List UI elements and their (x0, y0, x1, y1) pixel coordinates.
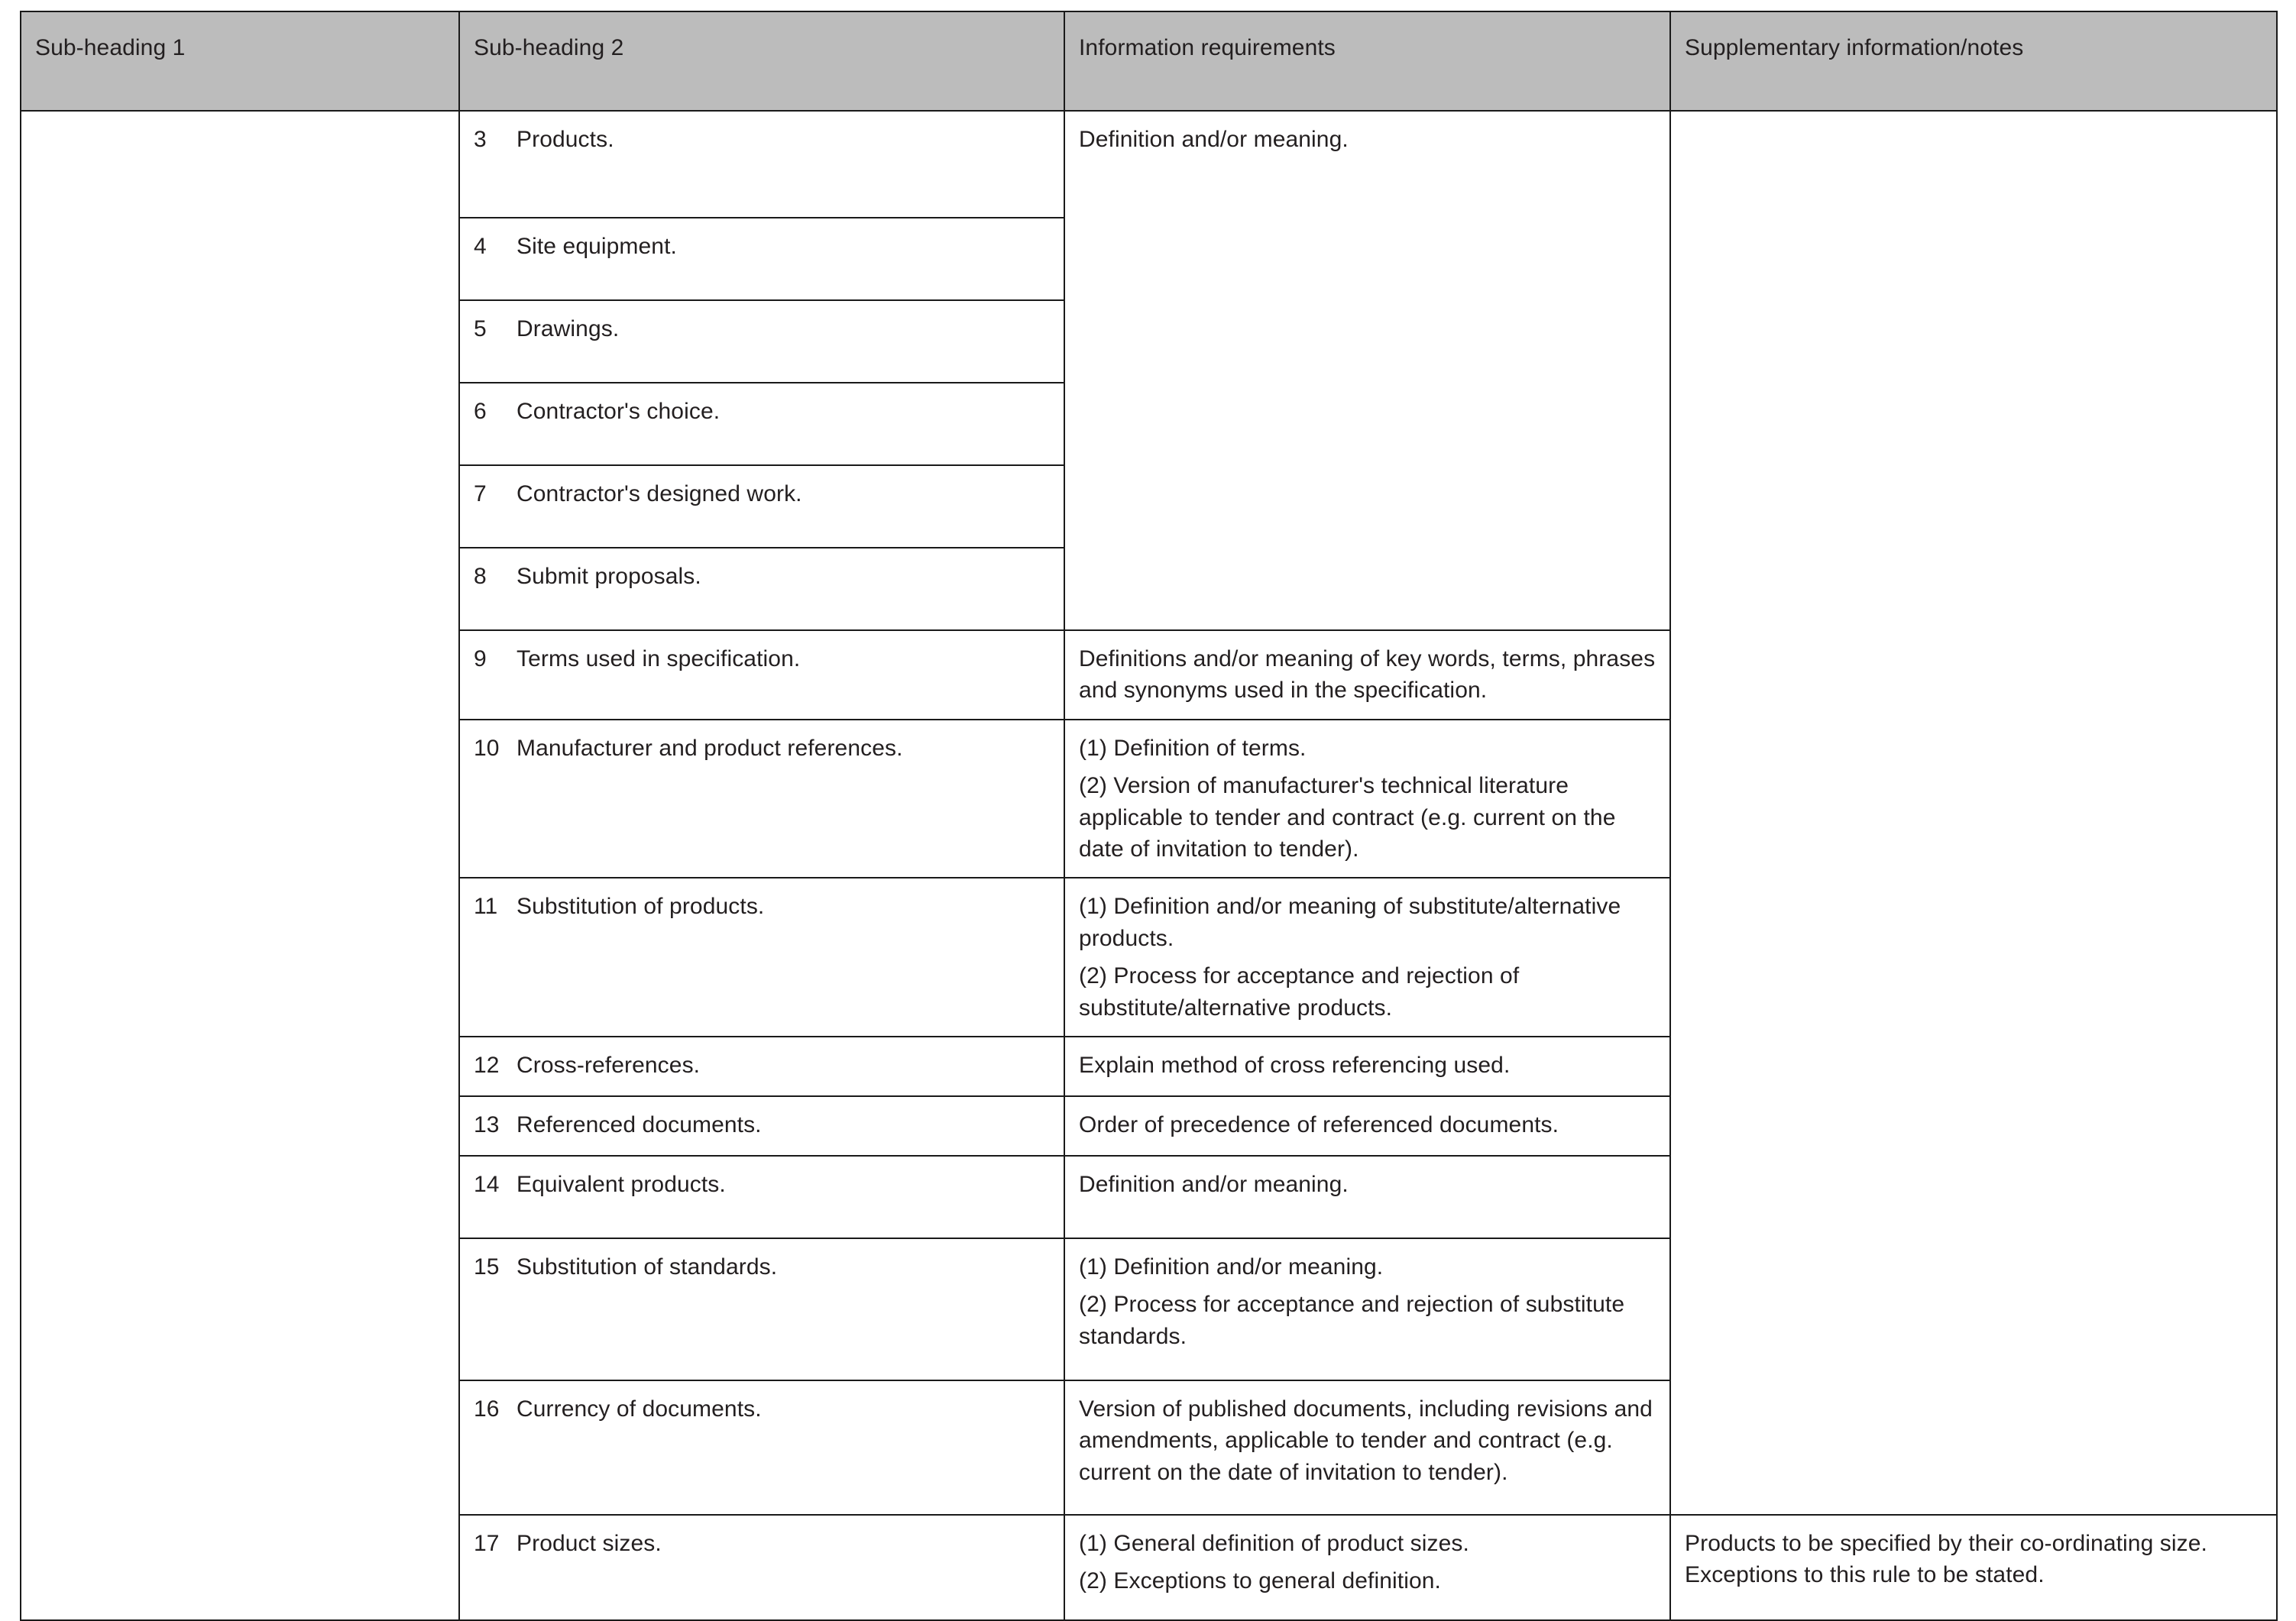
item-label: Products. (517, 127, 614, 152)
item-label: Substitution of standards. (517, 1254, 778, 1280)
numbered-item (474, 124, 1050, 155)
item-number: 16 (474, 1396, 500, 1422)
requirement-line: Definition and/or meaning. (1079, 127, 1349, 152)
cell-sub-heading-2 (459, 1238, 1064, 1380)
item-number: 12 (474, 1052, 500, 1078)
item-number: 15 (474, 1254, 500, 1280)
numbered-item (474, 1251, 1050, 1283)
numbered-item (474, 396, 1050, 427)
cell-sub-heading-2 (459, 1380, 1064, 1515)
numbered-item (474, 1109, 1050, 1141)
cell-sub-heading-2 (459, 300, 1064, 383)
cell-information-requirements (1064, 1238, 1670, 1380)
requirement-line: (2) Process for acceptance and rejection of substitute/alternative products. (1079, 963, 1520, 1021)
cell-information-requirements (1064, 1515, 1670, 1620)
item-number: 11 (474, 894, 498, 920)
item-label: Currency of documents. (517, 1396, 762, 1422)
column-header-information-requirements: Information requirements (1064, 11, 1670, 111)
requirement-line: Version of published documents, including revisions and amendments, applicable to tender and contract (e.g. current on the date of invitation to tender). (1079, 1396, 1653, 1485)
numbered-item (474, 313, 1050, 345)
item-label: Contractor's choice. (517, 399, 721, 424)
item-label: Manufacturer and product references. (517, 735, 903, 761)
numbered-item (474, 891, 1050, 922)
cell-information-requirements (1064, 1380, 1670, 1515)
item-label: Drawings. (517, 316, 620, 341)
numbered-item (474, 1393, 1050, 1425)
requirement-line: (1) Definition of terms. (1079, 735, 1307, 761)
item-number: 7 (474, 481, 487, 506)
column-header-sub-heading-2: Sub-heading 2 (459, 11, 1064, 111)
item-label: Submit proposals. (517, 564, 701, 589)
cell-supplementary-notes (1670, 1515, 2277, 1620)
table-row (21, 111, 2277, 218)
table-body (21, 111, 2277, 1620)
requirement-line: (1) Definition and/or meaning. (1079, 1254, 1384, 1280)
requirement-line: (2) Exceptions to general definition. (1079, 1568, 1441, 1594)
item-label: Product sizes. (517, 1530, 662, 1556)
cell-sub-heading-2 (459, 720, 1064, 878)
item-number: 8 (474, 564, 487, 589)
requirement-line: Definition and/or meaning. (1079, 1171, 1349, 1197)
numbered-item (474, 1050, 1050, 1081)
item-label: Terms used in specification. (517, 646, 801, 671)
requirement-line: Definitions and/or meaning of key words, terms, phrases and synonyms used in the specification. (1079, 646, 1656, 704)
cell-sub-heading-2 (459, 465, 1064, 548)
cell-information-requirements (1064, 720, 1670, 878)
table-header-row (21, 11, 2277, 111)
item-number: 13 (474, 1111, 500, 1137)
item-number: 10 (474, 735, 500, 761)
numbered-item (474, 1528, 1050, 1559)
numbered-item (474, 1169, 1050, 1200)
cell-sub-heading-2 (459, 548, 1064, 630)
item-number: 4 (474, 234, 487, 259)
information-requirements-table (20, 11, 2278, 1621)
cell-sub-heading-2 (459, 1037, 1064, 1096)
cell-information-requirements (1064, 878, 1670, 1037)
item-label: Site equipment. (517, 234, 677, 259)
cell-sub-heading-2 (459, 878, 1064, 1037)
item-number: 6 (474, 399, 487, 424)
requirement-line: Order of precedence of referenced documents. (1079, 1111, 1559, 1137)
item-number: 3 (474, 127, 487, 152)
column-header-sub-heading-1: Sub-heading 1 (21, 11, 459, 111)
item-label: Substitution of products. (517, 894, 765, 920)
item-label: Equivalent products. (517, 1171, 726, 1197)
requirement-line: (1) Definition and/or meaning of substitute/alternative products. (1079, 894, 1621, 951)
cell-sub-heading-2 (459, 1096, 1064, 1156)
item-number: 17 (474, 1530, 500, 1556)
numbered-item (474, 231, 1050, 262)
requirement-line: (1) General definition of product sizes. (1079, 1530, 1469, 1556)
requirement-line: (2) Version of manufacturer's technical literature applicable to tender and contract (e.g. current on the date of invitation to tender). (1079, 773, 1616, 862)
cell-information-requirements (1064, 111, 1670, 630)
item-label: Cross-references. (517, 1052, 701, 1078)
cell-information-requirements (1064, 1156, 1670, 1238)
column-header-supplementary-information-notes: Supplementary information/notes (1670, 11, 2277, 111)
numbered-item (474, 643, 1050, 675)
cell-sub-heading-2 (459, 1515, 1064, 1620)
cell-sub-heading-2 (459, 630, 1064, 720)
cell-sub-heading-2 (459, 1156, 1064, 1238)
cell-sub-heading-2 (459, 218, 1064, 300)
supplementary-note-line: Products to be specified by their co-ordinating size. Exceptions to this rule to be stated. (1685, 1530, 2207, 1588)
cell-information-requirements (1064, 1037, 1670, 1096)
cell-sub-heading-2 (459, 383, 1064, 465)
numbered-item (474, 561, 1050, 592)
numbered-item (474, 733, 1050, 764)
item-label: Contractor's designed work. (517, 481, 802, 506)
cell-sub-heading-2 (459, 111, 1064, 218)
item-number: 5 (474, 316, 487, 341)
item-number: 9 (474, 646, 487, 671)
item-number: 14 (474, 1171, 500, 1197)
cell-information-requirements (1064, 630, 1670, 720)
cell-supplementary-notes (1670, 111, 2277, 1515)
cell-sub-heading-1 (21, 111, 459, 1620)
requirement-line: (2) Process for acceptance and rejection of substitute standards. (1079, 1292, 1625, 1349)
numbered-item (474, 478, 1050, 510)
table-header (21, 11, 2277, 111)
item-label: Referenced documents. (517, 1111, 762, 1137)
requirement-line: Explain method of cross referencing used. (1079, 1052, 1511, 1078)
cell-information-requirements (1064, 1096, 1670, 1156)
